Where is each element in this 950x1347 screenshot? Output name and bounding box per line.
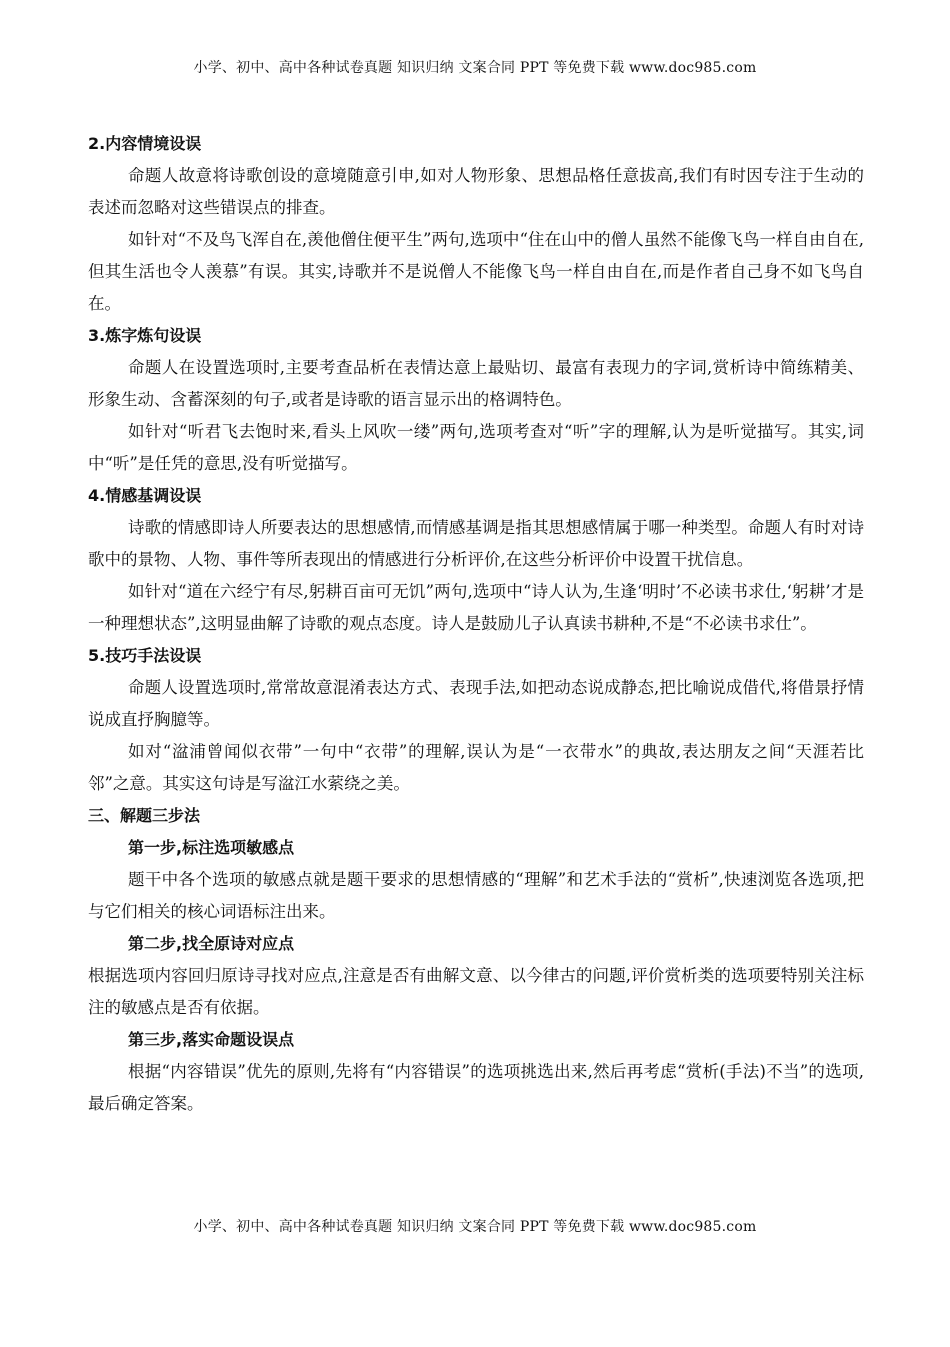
section-3-paragraph-1: 命题人在设置选项时,主要考查品析在表情达意上最贴切、最富有表现力的字词,赏析诗中简练精美、形象生动、含蓄深刻的句子,或者是诗歌的语言显示出的格调特色。 <box>88 358 864 409</box>
section-3-paragraph-2: 如针对“听君飞去饱时来,看头上风吹一缕”两句,选项考查对“听”字的理解,认为是听觉描写。其实,词中“听”是任凭的意思,没有听觉描写。 <box>88 422 864 473</box>
step-2-text: 根据选项内容回归原诗寻找对应点,注意是否有曲解文意、以今律古的问题,评价赏析类的选项要特别关注标注的敏感点是否有依据。 <box>88 966 864 1017</box>
step-3-text: 根据“内容错误”优先的原则,先将有“内容错误”的选项挑选出来,然后再考虑“赏析(手法)不当”的选项,最后确定答案。 <box>88 1062 864 1113</box>
part-3-title: 三、解题三步法 <box>88 806 201 825</box>
section-5-paragraph-2: 如对“湓浦曾闻似衣带”一句中“衣带”的理解,误认为是“一衣带水”的典故,表达朋友之间“天涯若比邻”之意。其实这句诗是写湓江水萦绕之美。 <box>88 742 864 793</box>
section-2-paragraph-1: 命题人故意将诗歌创设的意境随意引申,如对人物形象、思想品格任意拔高,我们有时因专注于生动的表述而忽略对这些错误点的排查。 <box>88 166 864 217</box>
document-body <box>88 128 864 1120</box>
step-1-text: 题干中各个选项的敏感点就是题干要求的思想情感的“理解”和艺术手法的“赏析”,快速浏览各选项,把与它们相关的核心词语标注出来。 <box>88 870 864 921</box>
section-4-paragraph-1: 诗歌的情感即诗人所要表达的思想感情,而情感基调是指其思想感情属于哪一种类型。命题人有时对诗歌中的景物、人物、事件等所表现出的情感进行分析评价,在这些分析评价中设置干扰信息。 <box>88 518 864 569</box>
section-4-title: 4.情感基调设误 <box>88 486 202 505</box>
section-4-paragraph-2: 如针对“道在六经宁有尽,躬耕百亩可无饥”两句,选项中“诗人认为,生逢‘明时’不必读书求仕,‘躬耕’才是一种理想状态”,这明显曲解了诗歌的观点态度。诗人是鼓励儿子认真读书耕种,不是“不必读书求仕”。 <box>88 582 864 633</box>
section-3-title: 3.炼字炼句设误 <box>88 326 202 345</box>
page-footer: 小学、初中、高中各种试卷真题 知识归纳 文案合同 PPT 等免费下载 www.doc985.com <box>193 1219 757 1235</box>
section-2-paragraph-2: 如针对“不及鸟飞浑自在,羡他僧住便平生”两句,选项中“住在山中的僧人虽然不能像飞鸟一样自由自在,但其生活也令人羡慕”有误。其实,诗歌并不是说僧人不能像飞鸟一样自由自在,而是作者自己身不如飞鸟自在。 <box>88 230 864 313</box>
section-5-title: 5.技巧手法设误 <box>88 646 202 665</box>
page-header: 小学、初中、高中各种试卷真题 知识归纳 文案合同 PPT 等免费下载 www.doc985.com <box>193 60 757 76</box>
step-3-title: 第三步,落实命题设误点 <box>128 1030 295 1049</box>
section-2-title: 2.内容情境设误 <box>88 134 202 153</box>
step-1-title: 第一步,标注选项敏感点 <box>128 838 295 857</box>
step-2-title: 第二步,找全原诗对应点 <box>128 934 295 953</box>
section-5-paragraph-1: 命题人设置选项时,常常故意混淆表达方式、表现手法,如把动态说成静态,把比喻说成借代,将借景抒情说成直抒胸臆等。 <box>88 678 864 729</box>
